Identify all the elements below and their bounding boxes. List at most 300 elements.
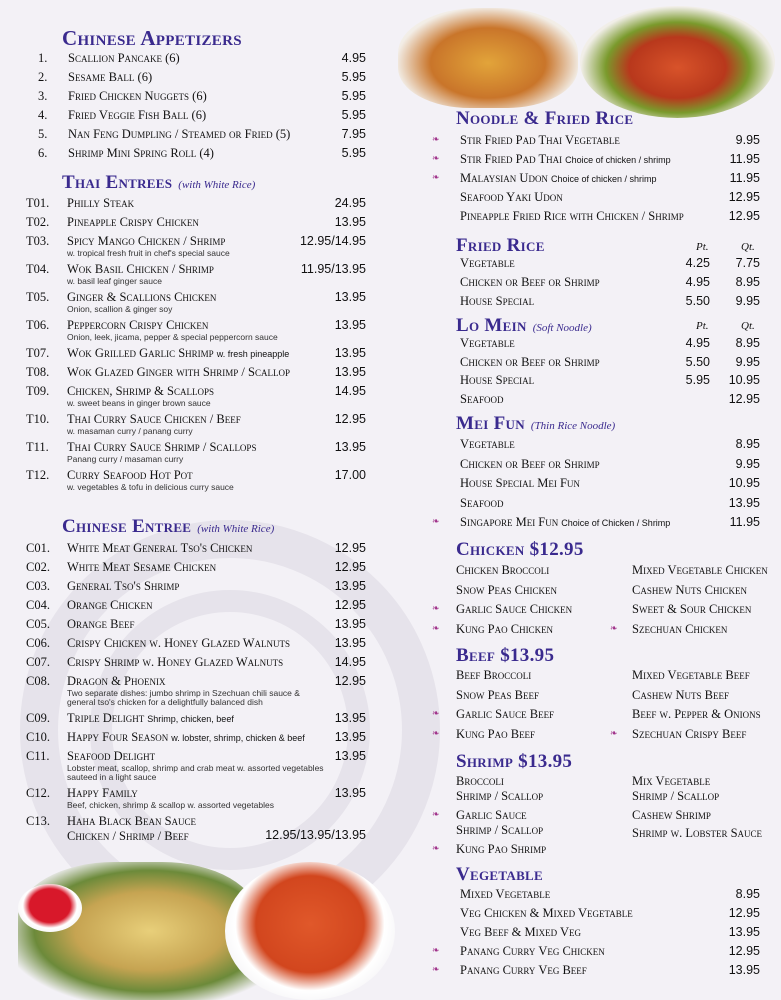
item-name xyxy=(632,727,746,742)
item-name-text: Garlic Sauce Beef xyxy=(456,707,555,721)
item-name xyxy=(460,476,580,491)
item-description: Two separate dishes: jumbo shrimp in Szechuan chili sauce & xyxy=(67,688,300,698)
item-name-text: Sweet & Sour Chicken xyxy=(632,602,752,616)
item-number: T09. xyxy=(26,384,50,398)
item-description: w. masaman curry / panang curry xyxy=(67,426,193,436)
item-price: 4.95 xyxy=(341,51,366,65)
item-name-text: Curry Seafood Hot Pot xyxy=(67,468,193,482)
item-inline-note: Choice of chicken / shrimp xyxy=(550,174,657,184)
item-name: Vegetable xyxy=(460,336,515,350)
lo-mein-qt-label: Qt. xyxy=(741,320,755,332)
menu-item-row xyxy=(430,842,605,857)
item-number: 2. xyxy=(38,70,48,84)
menu-item-row xyxy=(26,541,366,556)
menu-item-row xyxy=(38,51,366,66)
chili-pepper-icon: ❧ xyxy=(432,964,440,974)
item-name xyxy=(456,707,554,722)
item-name xyxy=(460,437,515,452)
item-name xyxy=(460,190,563,205)
item-name xyxy=(460,944,605,959)
item-description: Beef, chicken, shrimp & scallop w. assorted vegetables xyxy=(67,800,274,810)
menu-item-row xyxy=(38,146,366,161)
chili-pepper-icon: ❧ xyxy=(432,172,440,182)
item-price: 14.95 xyxy=(334,384,366,398)
item-price: 5.95 xyxy=(341,108,366,122)
menu-item-row xyxy=(430,583,605,598)
item-name-text: Triple Delight xyxy=(67,711,145,725)
menu-item-row xyxy=(606,622,776,637)
item-name xyxy=(68,108,206,123)
item-price: 12.95 xyxy=(334,560,366,574)
item-number: C12. xyxy=(26,786,50,800)
food-photo-sweet-sour-chicken xyxy=(580,6,775,118)
item-price-quart: 10.95 xyxy=(728,373,760,387)
item-name-text: Crispy Shrimp w. Honey Glazed Walnuts xyxy=(67,655,284,669)
item-price: 12.95 xyxy=(728,906,760,920)
item-name xyxy=(456,602,572,617)
item-name-text: Kung Pao Shrimp xyxy=(456,842,547,856)
menu-item-row xyxy=(430,392,760,407)
item-name xyxy=(67,560,216,575)
item-name-text: Veg Beef & Mixed Veg xyxy=(460,925,581,939)
item-name: Seafood xyxy=(460,391,504,406)
thai-entrees-note: (with White Rice) xyxy=(178,179,256,191)
item-name-text: Chicken or Beef or Shrimp xyxy=(460,456,600,471)
item-price-quart: 12.95 xyxy=(728,391,760,406)
item-name-text: Cashew Nuts Beef xyxy=(632,687,729,702)
menu-item-row xyxy=(26,196,366,211)
item-number: 3. xyxy=(38,89,48,103)
item-name: Chicken or Beef or Shrimp xyxy=(460,275,600,289)
item-name-text: Wok Grilled Garlic Shrimp xyxy=(67,346,214,360)
menu-item-row xyxy=(26,318,366,342)
item-name xyxy=(632,707,761,722)
menu-item-row xyxy=(26,579,366,594)
item-name xyxy=(68,146,214,161)
item-name: Chicken or Beef or Shrimp xyxy=(460,354,600,369)
item-name xyxy=(456,622,553,637)
item-number: T05. xyxy=(26,290,50,304)
menu-item-row xyxy=(606,583,776,598)
menu-item-row xyxy=(430,563,605,578)
vegetable-title: Vegetable xyxy=(456,864,543,885)
item-price: 12.95 xyxy=(334,412,366,426)
item-name xyxy=(67,468,234,492)
item-name xyxy=(67,786,274,810)
item-name xyxy=(67,655,283,670)
item-name xyxy=(67,814,196,844)
item-name xyxy=(460,515,670,531)
item-price: 13.95 xyxy=(334,617,366,631)
item-price: 12.95/14.95 xyxy=(299,234,366,248)
item-name xyxy=(456,808,543,838)
item-number: C10. xyxy=(26,730,50,744)
menu-item-row xyxy=(26,786,366,810)
item-name-text: Kung Pao Beef xyxy=(456,726,536,741)
item-name-text: Orange Beef xyxy=(67,617,135,631)
item-number: T04. xyxy=(26,262,50,276)
item-name xyxy=(460,171,656,187)
item-name xyxy=(67,541,252,556)
item-price-pint: 5.50 xyxy=(685,354,710,369)
item-name-text: Snow Peas Beef xyxy=(456,687,539,702)
item-name-text: Snow Peas Chicken xyxy=(456,582,557,597)
menu-item-row xyxy=(26,711,366,726)
menu-item-row xyxy=(430,437,760,452)
item-name xyxy=(456,727,535,742)
item-description: w. basil leaf ginger sauce xyxy=(67,276,162,286)
item-name-text: White Meat General Tso's Chicken xyxy=(67,541,253,555)
chicken-title: Chicken $12.95 xyxy=(456,539,584,560)
item-name-text: Mixed Vegetable Chicken xyxy=(632,563,768,577)
menu-item-row xyxy=(606,727,776,742)
chili-pepper-icon: ❧ xyxy=(432,809,440,819)
item-price-pint: 4.95 xyxy=(685,275,710,289)
item-price: 13.95 xyxy=(334,290,366,304)
item-price: 13.95 xyxy=(334,786,366,800)
beef-title: Beef $13.95 xyxy=(456,645,555,666)
item-name-text: Peppercorn Crispy Chicken xyxy=(67,318,209,332)
item-name xyxy=(632,826,762,841)
item-description: Onion, scallion & ginger soy xyxy=(67,304,173,314)
item-number: C13. xyxy=(26,814,50,828)
item-name xyxy=(67,384,214,408)
item-price: 13.95 xyxy=(334,711,366,725)
menu-item-row xyxy=(26,598,366,613)
menu-item-row xyxy=(606,808,776,823)
item-name-text: Stir Fried Pad Thai Vegetable xyxy=(460,133,620,147)
item-name xyxy=(67,730,305,746)
item-number: 6. xyxy=(38,146,48,160)
item-name xyxy=(67,215,199,230)
item-name: Vegetable xyxy=(460,256,515,270)
item-price: 17.00 xyxy=(334,468,366,482)
thai-entrees-header xyxy=(62,172,255,194)
item-price: 14.95 xyxy=(334,655,366,669)
item-name xyxy=(67,636,290,651)
menu-item-row xyxy=(606,774,776,804)
item-name-text: Pineapple Fried Rice with Chicken / Shrimp xyxy=(460,209,684,223)
menu-item-row xyxy=(26,215,366,230)
item-name-text: General Tso's Shrimp xyxy=(67,579,180,593)
item-name xyxy=(460,925,581,940)
item-number: C02. xyxy=(26,560,50,574)
item-price: 13.95 xyxy=(334,318,366,332)
item-name xyxy=(460,209,684,224)
chili-pepper-icon: ❧ xyxy=(432,153,440,163)
item-name xyxy=(460,496,503,511)
item-name-text: House Special Mei Fun xyxy=(460,476,580,490)
item-name: House Special xyxy=(460,373,535,387)
item-price: 12.95 xyxy=(334,674,366,688)
item-inline-note: Shrimp, chicken, beef xyxy=(147,714,234,724)
item-name xyxy=(460,887,550,902)
item-number: T06. xyxy=(26,318,50,332)
menu-item-row xyxy=(26,440,366,464)
chili-pepper-icon: ❧ xyxy=(432,945,440,955)
menu-item-row xyxy=(38,127,366,142)
item-number: T12. xyxy=(26,468,50,482)
menu-item-row xyxy=(430,622,605,637)
item-number: 1. xyxy=(38,51,48,65)
menu-item-row xyxy=(430,355,760,370)
item-number: T02. xyxy=(26,215,50,229)
item-name-text: Seafood Yaki Udon xyxy=(460,190,563,204)
noodle-title: Noodle & Fried Rice xyxy=(456,108,634,129)
item-price: 8.95 xyxy=(735,437,760,451)
menu-item-row xyxy=(26,384,366,408)
menu-item-row xyxy=(430,602,605,617)
item-name-text: Thai Curry Sauce Shrimp / Scallops xyxy=(67,440,257,454)
item-name-text: Szechuan Crispy Beef xyxy=(632,726,747,741)
item-name-text: Chicken, Shrimp & Scallops xyxy=(67,384,214,398)
item-description: w. sweet beans in ginger brown sauce xyxy=(67,398,211,408)
item-price: 10.95 xyxy=(728,476,760,490)
item-name-text: Panang Curry Veg Chicken xyxy=(460,944,605,958)
menu-item-row xyxy=(26,365,366,380)
item-price: 7.95 xyxy=(341,127,366,141)
chinese-entree-title: Chinese Entree xyxy=(62,516,192,537)
item-name xyxy=(632,622,727,637)
item-number: C03. xyxy=(26,579,50,593)
chinese-entree-note: (with White Rice) xyxy=(197,523,275,535)
item-price-pint: 4.25 xyxy=(685,256,710,270)
menu-item-row xyxy=(38,108,366,123)
chili-pepper-icon: ❧ xyxy=(432,622,440,633)
item-name-text: Mixed Vegetable xyxy=(460,887,551,901)
item-price: 13.95 xyxy=(334,346,366,360)
chili-pepper-icon: ❧ xyxy=(432,603,440,613)
item-number: C01. xyxy=(26,541,50,555)
item-name xyxy=(67,196,134,211)
item-name xyxy=(460,152,671,168)
item-name xyxy=(67,440,256,464)
item-number: C06. xyxy=(26,636,50,650)
item-inline-note: w. lobster, shrimp, chicken & beef xyxy=(171,733,305,743)
item-name-text: Wok Glazed Ginger with Shrimp / Scallop xyxy=(67,365,290,379)
menu-item-row xyxy=(26,468,366,492)
item-name-text: Garlic Sauce Chicken xyxy=(456,602,573,616)
item-name xyxy=(68,89,207,104)
menu-item-row xyxy=(430,209,760,224)
item-price: 13.95 xyxy=(334,579,366,593)
mei-fun-header xyxy=(456,413,615,435)
item-price: 12.95 xyxy=(728,944,760,958)
item-name-text: Orange Chicken xyxy=(67,598,153,612)
item-name-text: Spicy Mango Chicken / Shrimp xyxy=(67,234,226,248)
menu-item-row xyxy=(606,707,776,722)
item-price: 5.95 xyxy=(341,146,366,160)
shrimp-title: Shrimp $13.95 xyxy=(456,751,573,772)
item-name-text: Philly Steak xyxy=(67,196,135,210)
item-price: 8.95 xyxy=(735,887,760,901)
lo-mein-title: Lo Mein xyxy=(456,315,527,336)
item-name xyxy=(632,808,711,823)
chili-pepper-icon: ❧ xyxy=(610,622,618,633)
menu-item-row xyxy=(26,655,366,670)
menu-item-row xyxy=(26,814,366,843)
item-price: 11.95 xyxy=(729,515,760,529)
fried-rice-qt-label: Qt. xyxy=(741,241,755,253)
item-name-text: Mix Vegetable xyxy=(632,774,711,788)
item-price: 13.95 xyxy=(728,495,760,510)
item-name-text: Broccoli xyxy=(456,774,504,788)
item-price: 13.95 xyxy=(334,365,366,379)
thai-entrees-title: Thai Entrees xyxy=(62,172,173,193)
item-price: 12.95 xyxy=(334,541,366,555)
chili-pepper-icon: ❧ xyxy=(432,134,440,144)
item-description: w. tropical fresh fruit in chef's special sauce xyxy=(67,248,230,258)
menu-item-row xyxy=(430,190,760,205)
item-number: C05. xyxy=(26,617,50,631)
item-name-text: Garlic Sauce xyxy=(456,808,527,822)
item-name-line2: Chicken / Shrimp / Beef xyxy=(67,829,189,843)
menu-item-row xyxy=(430,668,605,683)
item-price-quart: 8.95 xyxy=(735,275,760,289)
menu-item-row xyxy=(606,563,776,578)
item-name-text: Wok Basil Chicken / Shrimp xyxy=(67,262,214,276)
menu-item-row xyxy=(38,89,366,104)
item-price: 12.95 xyxy=(334,598,366,612)
item-name-text: Fried Chicken Nuggets (6) xyxy=(68,89,207,103)
menu-item-row xyxy=(430,963,760,978)
item-name xyxy=(67,318,278,342)
item-price: 5.95 xyxy=(341,89,366,103)
item-price-pint: 4.95 xyxy=(685,336,710,350)
menu-item-row xyxy=(430,457,760,472)
item-price-quart: 7.75 xyxy=(735,256,760,270)
item-name xyxy=(632,688,729,703)
item-name xyxy=(67,346,289,362)
item-price: 24.95 xyxy=(334,196,366,210)
chili-pepper-icon: ❧ xyxy=(610,727,618,738)
item-price: 13.95 xyxy=(728,963,760,977)
item-name xyxy=(67,365,290,380)
item-name-text: Szechuan Chicken xyxy=(632,621,728,636)
item-name-text: Panang Curry Veg Beef xyxy=(460,963,587,977)
item-name-text: Cashew Nuts Chicken xyxy=(632,582,747,597)
item-price: 12.95/13.95/13.95 xyxy=(265,828,366,842)
item-price: 13.95 xyxy=(334,440,366,454)
item-name xyxy=(632,668,750,683)
item-number: T01. xyxy=(26,196,50,210)
item-number: C11. xyxy=(26,749,50,763)
item-name xyxy=(460,133,620,148)
item-number: T11. xyxy=(26,440,49,454)
lo-mein-pt-label: Pt. xyxy=(696,320,709,332)
menu-item-row xyxy=(26,636,366,651)
menu-item-row xyxy=(430,688,605,703)
food-photo-sauce-cup xyxy=(18,884,82,932)
menu-item-row xyxy=(26,730,366,745)
item-name xyxy=(67,290,216,314)
item-name-text: Cashew Shrimp xyxy=(632,808,711,822)
item-price: 13.95 xyxy=(334,730,366,744)
item-name-text: Happy Four Season xyxy=(67,730,169,744)
item-name-text: Mixed Vegetable Beef xyxy=(632,668,750,682)
item-name-line2: Shrimp / Scallop xyxy=(456,823,544,837)
item-name-text: Beef w. Pepper & Onions xyxy=(632,707,761,721)
item-name-text: Vegetable xyxy=(460,437,515,451)
item-name-text: Seafood Delight xyxy=(67,749,156,763)
item-description: Lobster meat, scallop, shrimp and crab meat w. assorted vegetables xyxy=(67,763,324,773)
menu-item-row xyxy=(430,515,760,530)
menu-item-row xyxy=(606,688,776,703)
item-name-text: Stir Fried Pad Thai xyxy=(460,152,563,166)
item-name-text: Dragon & Phoenix xyxy=(67,674,166,688)
item-name xyxy=(67,749,324,782)
item-name xyxy=(632,583,747,598)
menu-item-row xyxy=(26,560,366,575)
item-name-text: Seafood xyxy=(460,495,504,510)
chili-pepper-icon: ❧ xyxy=(432,727,440,738)
item-name xyxy=(68,127,290,142)
item-description: Onion, leek, jicama, pepper & special peppercorn sauce xyxy=(67,332,278,342)
item-price: 11.95 xyxy=(729,152,760,166)
item-name-text: Beef Broccoli xyxy=(456,668,532,682)
item-price: 12.95 xyxy=(728,190,760,204)
menu-item-row xyxy=(26,412,366,436)
item-description: Panang curry / masaman curry xyxy=(67,454,184,464)
chili-pepper-icon: ❧ xyxy=(432,516,440,526)
item-name xyxy=(67,674,300,707)
item-number: C07. xyxy=(26,655,50,669)
item-name-text: Scallion Pancake (6) xyxy=(68,51,180,65)
mei-fun-title: Mei Fun xyxy=(456,413,525,434)
item-name xyxy=(632,602,751,617)
menu-item-row xyxy=(430,496,760,511)
menu-item-row xyxy=(606,826,776,841)
item-name xyxy=(67,598,153,613)
item-name-line2: Shrimp / Scallop xyxy=(632,789,720,803)
menu-item-row xyxy=(430,256,760,271)
menu-item-row xyxy=(430,133,760,148)
menu-item-row xyxy=(430,944,760,959)
item-name-text: Chicken Broccoli xyxy=(456,563,550,577)
item-description-line2: general tso's chicken for a delightfully balanced dish xyxy=(67,697,263,707)
item-number: C08. xyxy=(26,674,50,688)
menu-item-row xyxy=(430,887,760,902)
menu-item-row xyxy=(26,262,366,286)
menu-item-row xyxy=(430,774,605,804)
chinese-entree-header xyxy=(62,516,274,538)
item-price: 9.95 xyxy=(735,456,760,471)
item-number: C09. xyxy=(26,711,50,725)
chili-pepper-icon: ❧ xyxy=(432,708,440,718)
menu-item-row xyxy=(430,906,760,921)
item-name-text: Sesame Ball (6) xyxy=(68,70,153,84)
item-name: House Special xyxy=(460,294,535,308)
fried-rice-title: Fried Rice xyxy=(456,235,545,256)
item-number: T08. xyxy=(26,365,50,379)
fried-rice-pt-label: Pt. xyxy=(696,241,709,253)
item-name-text: White Meat Sesame Chicken xyxy=(67,560,217,574)
item-name xyxy=(67,617,135,632)
item-price-pint: 5.95 xyxy=(685,373,710,387)
item-description: w. vegetables & tofu in delicious curry sauce xyxy=(67,482,234,492)
item-name-text: Veg Chicken & Mixed Vegetable xyxy=(460,906,633,920)
item-price: 11.95 xyxy=(729,171,760,185)
item-number: T07. xyxy=(26,346,50,360)
item-price: 11.95/13.95 xyxy=(300,262,366,276)
item-price-quart: 9.95 xyxy=(735,354,760,369)
menu-item-row xyxy=(430,171,760,186)
menu-item-row xyxy=(430,294,760,309)
item-name xyxy=(67,579,179,594)
item-price: 13.95 xyxy=(334,636,366,650)
menu-item-row xyxy=(26,290,366,314)
item-name-text: Pineapple Crispy Chicken xyxy=(67,215,199,229)
